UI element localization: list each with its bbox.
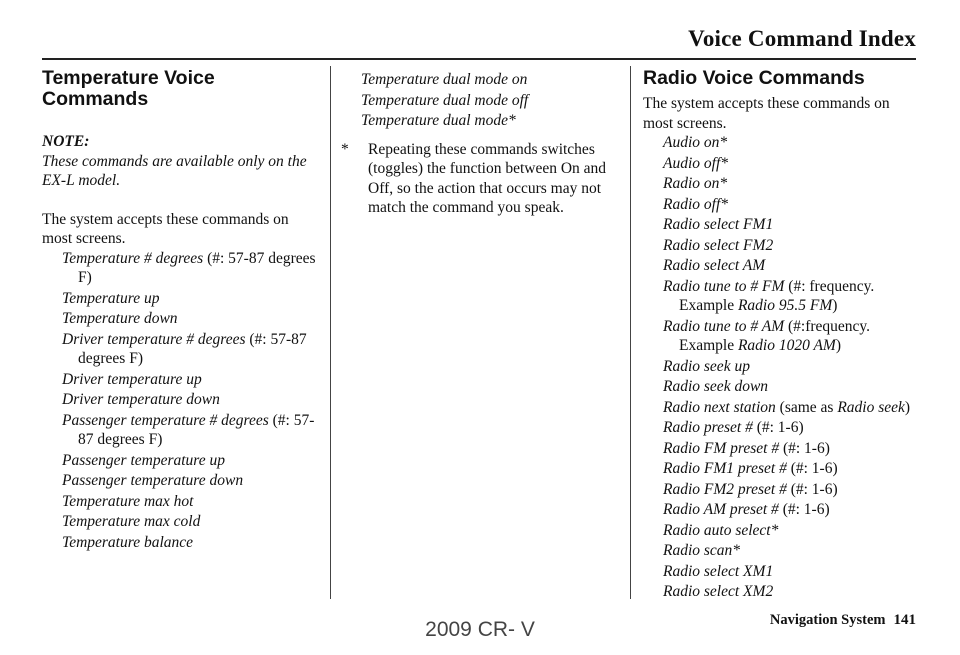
column-divider [630, 66, 631, 599]
command-text: Radio seek up [663, 357, 750, 375]
command-item [663, 541, 919, 561]
command-text: Temperature max cold [62, 513, 201, 530]
command-note: (#: 57-87 degrees F) [78, 249, 316, 286]
command-text: Passenger temperature down [62, 472, 244, 489]
command-item [663, 439, 919, 459]
command-item [62, 249, 320, 288]
command-item [663, 398, 919, 418]
command-item [663, 195, 919, 215]
command-text: Temperature balance [62, 533, 194, 551]
page-number: 141 [893, 612, 916, 628]
temperature-column [42, 68, 320, 553]
command-note: (#: frequency. Example [679, 277, 875, 314]
command-item [663, 357, 919, 377]
temperature-command-list-continued [341, 70, 619, 131]
command-text: Driver temperature # degrees [62, 330, 246, 348]
command-item [62, 330, 320, 369]
command-note: (#: 1-6) [786, 460, 838, 477]
command-text: Radio tune to # AM [663, 317, 785, 335]
command-text: Radio off* [663, 195, 729, 213]
footnote [341, 140, 619, 218]
radio-column [643, 68, 919, 603]
command-item [663, 521, 919, 541]
command-item [62, 390, 320, 410]
command-item [663, 154, 919, 174]
command-text: Radio FM2 preset # [663, 480, 787, 498]
radio-command-list [643, 133, 919, 602]
command-text: Radio FM1 preset # [663, 460, 787, 477]
command-text: Passenger temperature up [62, 451, 226, 469]
command-item [62, 411, 320, 450]
temperature-intro: The system accepts these commands on most screens. [42, 210, 289, 247]
command-text: Radio select XM1 [663, 562, 774, 580]
footnote-text: Repeating these commands switches (toggles) the function between On and Off, so the action that occurs may not match the command you speak. [368, 140, 607, 216]
command-text: Temperature # degrees [62, 249, 204, 267]
command-text: Temperature dual mode off [361, 91, 529, 109]
command-note: (#: 57-87 degrees F) [78, 330, 307, 367]
command-item [663, 562, 919, 582]
command-text: Radio FM preset # [663, 439, 780, 457]
command-text: Radio auto select* [663, 521, 779, 539]
note-text: These commands are available only on the EX-L model. [42, 152, 307, 189]
command-item [62, 370, 320, 390]
command-text: Radio tune to # FM [663, 277, 785, 295]
radio-intro: The system accepts these commands on most screens. [643, 95, 890, 132]
command-item [62, 309, 320, 329]
temperature-continued-column [341, 70, 619, 218]
command-note-close: ) [835, 337, 842, 354]
command-item [663, 215, 919, 235]
command-text: Radio preset # [663, 419, 753, 436]
command-item [663, 277, 919, 316]
temperature-heading: Temperature Voice Commands [42, 67, 215, 110]
command-note: (#: 1-6) [778, 501, 830, 518]
command-example: Radio seek [837, 398, 905, 416]
command-item [663, 459, 919, 479]
note-label: NOTE: [42, 133, 90, 150]
command-item [663, 317, 919, 356]
command-text: Temperature dual mode* [361, 112, 516, 129]
command-text: Audio off* [663, 154, 729, 172]
command-item [663, 174, 919, 194]
command-text: Radio scan* [663, 542, 741, 559]
command-text: Temperature dual mode on [361, 71, 528, 88]
command-text: Temperature up [62, 289, 160, 307]
command-note: (#:frequency. Example [679, 317, 871, 354]
command-note: (#: 57-87 degrees F) [78, 411, 315, 448]
command-item [62, 451, 320, 471]
command-example: Radio 1020 AM [737, 337, 836, 354]
command-item [663, 582, 919, 602]
temperature-command-list [42, 249, 320, 553]
command-item [663, 256, 919, 276]
command-item [663, 377, 919, 397]
command-item [663, 500, 919, 520]
command-text: Temperature down [62, 310, 178, 327]
command-text: Radio select AM [663, 257, 766, 274]
command-item [663, 133, 919, 153]
command-text: Radio on* [663, 175, 728, 192]
command-item [62, 492, 320, 512]
command-item [663, 418, 919, 438]
watermark: 2009 CR- V [425, 618, 535, 641]
command-text: Radio select FM2 [663, 236, 774, 254]
command-note: (#: 1-6) [786, 480, 838, 498]
command-item [361, 111, 619, 131]
command-note: (#: 1-6) [752, 419, 804, 436]
command-text: Radio next station [663, 398, 776, 416]
command-example: Radio 95.5 FM [737, 297, 833, 314]
footer-label: Navigation System [769, 612, 886, 628]
command-item [663, 236, 919, 256]
command-note-close: ) [832, 297, 838, 314]
command-text: Passenger temperature # degrees [62, 411, 269, 429]
command-item [62, 533, 320, 553]
command-item [361, 91, 619, 111]
command-note: (#: 1-6) [779, 439, 830, 457]
command-note-close: ) [904, 398, 911, 416]
title-rule [42, 58, 916, 60]
footnote-marker: * [341, 140, 349, 158]
command-text: Temperature max hot [62, 492, 194, 510]
command-note: (same as [775, 398, 838, 416]
command-item [361, 70, 619, 90]
command-text: Radio select XM2 [663, 583, 774, 600]
command-text: Radio select FM1 [663, 216, 774, 233]
page-title: Voice Command Index [688, 26, 916, 51]
command-text: Driver temperature down [62, 391, 220, 408]
command-item [62, 512, 320, 532]
command-text: Driver temperature up [62, 370, 202, 388]
column-divider [330, 66, 331, 599]
command-item [62, 471, 320, 491]
command-text: Radio AM preset # [663, 501, 779, 518]
command-text: Radio seek down [663, 378, 769, 395]
command-item [62, 289, 320, 309]
command-text: Audio on* [663, 134, 728, 151]
radio-heading: Radio Voice Commands [643, 67, 865, 89]
command-item [663, 480, 919, 500]
